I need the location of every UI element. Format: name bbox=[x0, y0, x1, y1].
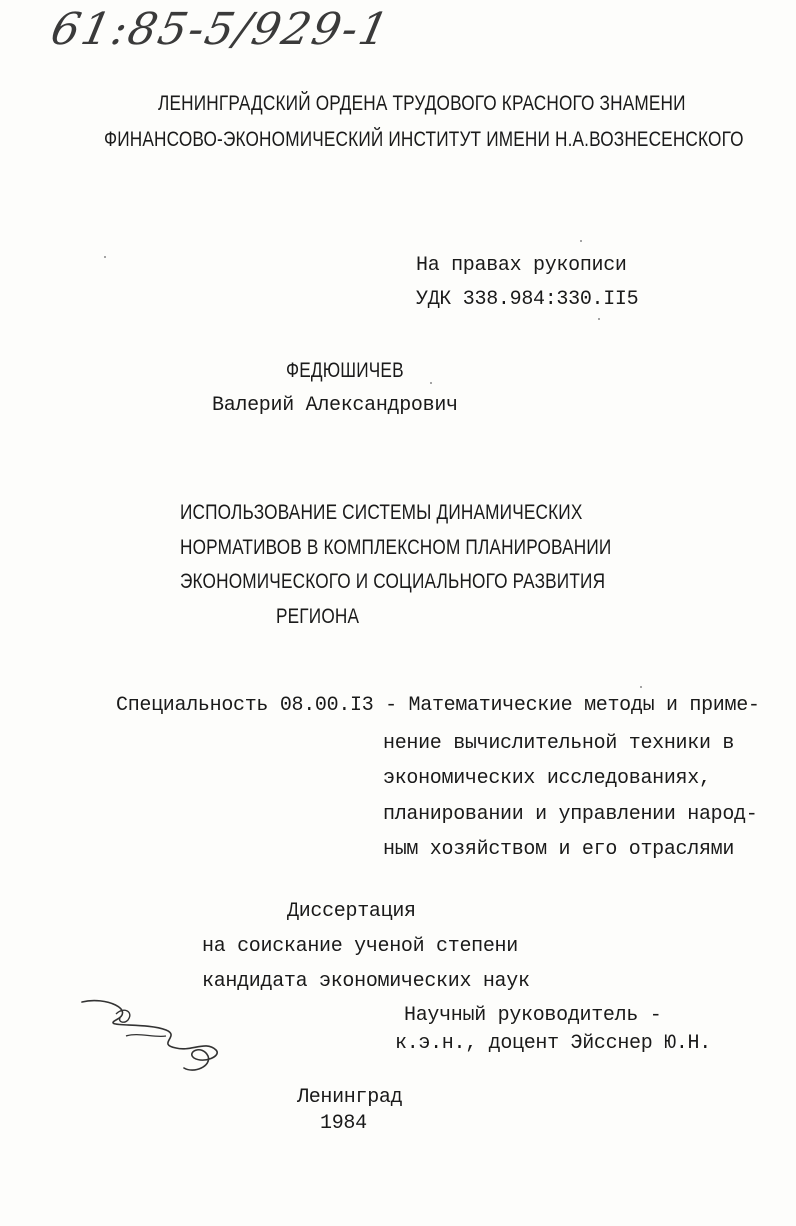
specialty-line-4: планировании и управлении народ- bbox=[383, 803, 758, 826]
archive-handwritten-mark: 61:85-5/929-1 bbox=[46, 4, 395, 55]
degree-line-2: кандидата экономических наук bbox=[202, 970, 530, 993]
specialty-line-3: экономических исследованиях, bbox=[383, 767, 711, 790]
scan-speck bbox=[104, 256, 106, 258]
thesis-title-line-4: РЕГИОНА bbox=[276, 605, 360, 628]
handwritten-signature bbox=[76, 992, 226, 1082]
thesis-title-line-1: ИСПОЛЬЗОВАНИЕ СИСТЕМЫ ДИНАМИЧЕСКИХ bbox=[180, 501, 583, 524]
specialty-line-1: Специальность 08.00.I3 - Математические методы и приме- bbox=[116, 694, 760, 717]
scan-speck bbox=[640, 686, 642, 688]
specialty-line-5: ным хозяйством и его отраслями bbox=[383, 838, 735, 861]
degree-line-1: на соискание ученой степени bbox=[202, 935, 518, 958]
dissertation-label: Диссертация bbox=[287, 900, 416, 923]
author-surname: ФЕДЮШИЧЕВ bbox=[286, 359, 404, 382]
year: 1984 bbox=[320, 1112, 367, 1135]
city: Ленинград bbox=[297, 1086, 403, 1109]
institute-line-1: ЛЕНИНГРАДСКИЙ ОРДЕНА ТРУДОВОГО КРАСНОГО ЗНАМЕНИ bbox=[158, 92, 686, 115]
udk-code: УДК 338.984:330.II5 bbox=[416, 288, 639, 311]
manuscript-rights: На правах рукописи bbox=[416, 254, 627, 277]
thesis-title-line-2: НОРМАТИВОВ В КОМПЛЕКСНОМ ПЛАНИРОВАНИИ bbox=[180, 536, 612, 559]
supervisor-title: Научный руководитель - bbox=[404, 1004, 662, 1027]
supervisor-name: к.э.н., доцент Эйсснер Ю.Н. bbox=[395, 1032, 711, 1055]
institute-line-2: ФИНАНСОВО-ЭКОНОМИЧЕСКИЙ ИНСТИТУТ ИМЕНИ Н.А.ВОЗНЕСЕНСКОГО bbox=[104, 128, 744, 151]
author-name: Валерий Александрович bbox=[212, 394, 458, 417]
scan-speck bbox=[430, 382, 432, 384]
specialty-line-2: нение вычислительной техники в bbox=[383, 732, 735, 755]
scan-speck bbox=[598, 318, 600, 320]
scan-speck bbox=[580, 240, 582, 242]
thesis-title-line-3: ЭКОНОМИЧЕСКОГО И СОЦИАЛЬНОГО РАЗВИТИЯ bbox=[180, 570, 606, 593]
